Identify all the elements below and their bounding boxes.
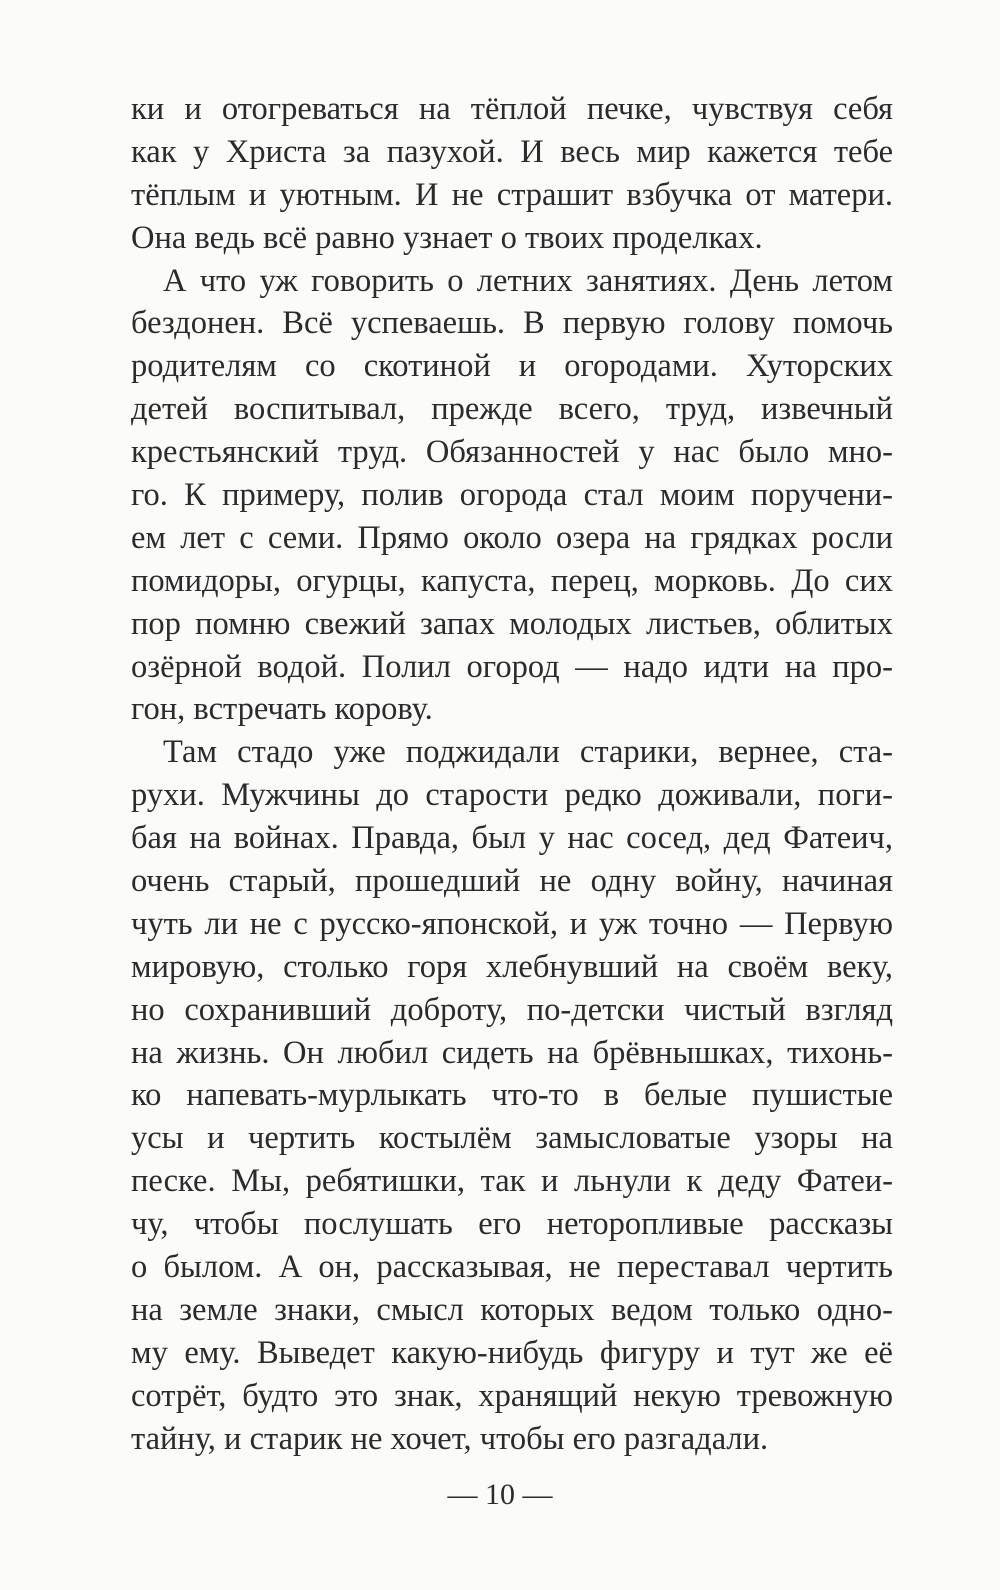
text-line: му ему. Выведет какую-нибудь фигуру и тут же её <box>131 1334 893 1371</box>
text-line: тёплым и уютным. И не страшит взбучка от матери. <box>131 176 893 213</box>
text-line: очень старый, прошедший не одну войну, начиная <box>131 863 893 900</box>
text-line: песке. Мы, ребятишки, так и льнули к деду Фатеи- <box>131 1163 893 1200</box>
text-line: тайну, и старик не хочет, чтобы его разгадали. <box>131 1420 769 1457</box>
text-line: сотрёт, будто это знак, хранящий некую тревожную <box>131 1377 893 1414</box>
text-line: бездонен. Всё успеваешь. В первую голову помочь <box>131 305 893 342</box>
text-line: ко напевать-мурлыкать что-то в белые пушистые <box>131 1077 893 1114</box>
paragraph <box>131 260 893 732</box>
text-line: чуть ли не с русско-японской, и уж точно — Первую <box>131 905 893 942</box>
text-line: пор помню свежий запах молодых листьев, облитых <box>131 605 893 642</box>
text-line: гон, встречать корову. <box>131 691 433 728</box>
text-line: рухи. Мужчины до старости редко доживали, поги- <box>131 777 893 814</box>
text-line: на земле знаки, смысл которых ведом только одно- <box>131 1291 893 1328</box>
paragraph <box>131 731 893 1460</box>
text-line: но сохранивший доброту, по-детски чистый взгляд <box>131 991 893 1028</box>
text-line: го. К примеру, полив огорода стал моим поручени- <box>131 477 893 514</box>
text-line: ем лет с семи. Прямо около озера на грядках росли <box>131 519 893 556</box>
text-line: как у Христа за пазухой. И весь мир кажется тебе <box>131 133 893 170</box>
text-line: чу, чтобы послушать его неторопливые рассказы <box>131 1206 893 1243</box>
text-line: о былом. А он, рассказывая, не переставал чертить <box>131 1249 893 1286</box>
text-line: А что уж говорить о летних занятиях. День летом <box>163 262 893 299</box>
text-line: мировую, столько горя хлебнувший на своём веку, <box>131 948 893 985</box>
paragraph <box>131 88 893 260</box>
text-line: Там стадо уже поджидали старики, вернее, ста- <box>163 734 893 771</box>
text-line: ки и отогреваться на тёплой печке, чувствуя себя <box>131 91 893 127</box>
text-line: усы и чертить костылём замысловатые узоры на <box>131 1120 893 1157</box>
page-body <box>131 88 893 1461</box>
text-line: крестьянский труд. Обязанностей у нас было мно- <box>131 434 893 471</box>
text-line: на жизнь. Он любил сидеть на брёвнышках, тихонь- <box>131 1034 893 1071</box>
text-line: озёрной водой. Полил огород — надо идти на про- <box>131 648 893 685</box>
text-line: детей воспитывал, прежде всего, труд, извечный <box>131 391 893 428</box>
text-line: родителям со скотиной и огородами. Хуторских <box>131 348 893 385</box>
text-line: помидоры, огурцы, капуста, перец, морковь. До сих <box>131 562 893 599</box>
text-line: бая на войнах. Правда, был у нас сосед, дед Фатеич, <box>131 820 893 857</box>
page-number: — 10 — <box>447 1478 553 1511</box>
text-line: Она ведь всё равно узнает о твоих проделках. <box>131 219 763 256</box>
